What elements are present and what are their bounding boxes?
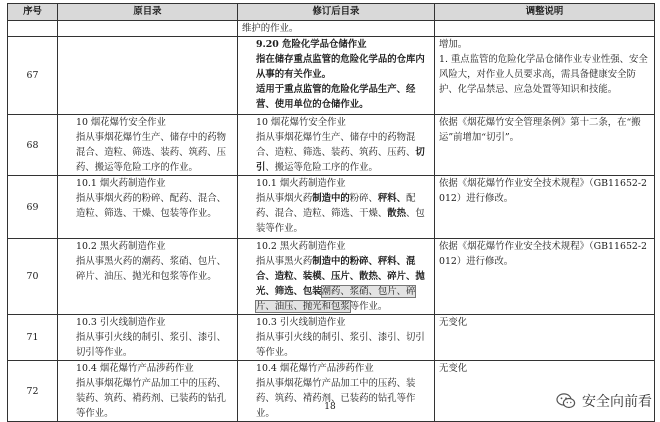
header-original: 原目录 bbox=[58, 4, 238, 21]
watermark-text: 安全向前看 bbox=[582, 394, 652, 410]
original-entry: 10.2 黑火药制造作业 指从事黑火药的潮药、浆硝、包片、碎片、油压、抛光和包浆等作业。 bbox=[58, 239, 238, 315]
header-seq: 序号 bbox=[8, 4, 58, 21]
revised-entry: 10.2 黑火药制造作业 指从事黑火药制造中的粉碎、秤料、混合、造粒、装模、压片、散热、碎片、抛光、筛选、包装潮药、浆硝、包片、碎片、油压、抛光和包浆等作业。 bbox=[238, 239, 435, 315]
adjust-note: 无变化 bbox=[435, 315, 655, 361]
struck-text: 潮药、浆硝、包片、碎片、油压、抛光和包浆 bbox=[256, 286, 416, 312]
page-number: 18 bbox=[324, 402, 336, 412]
revised-entry: 10.3 引火线制造作业 指从事引火线的制引、浆引、漆引、切引等作业。 bbox=[238, 315, 435, 361]
adjust-note: 无变化 bbox=[435, 361, 655, 422]
original-entry: 10.3 引火线制造作业 指从事引火线的制引、浆引、漆引、切引等作业。 bbox=[58, 315, 238, 361]
original-entry: 10 烟花爆竹安全作业 指从事烟花爆竹生产、储存中的药物混合、造粒、筛选、装药、筑药、压药、搬运等危险工序的作业。 bbox=[58, 115, 238, 176]
table-row bbox=[8, 176, 655, 239]
header-notes: 调整说明 bbox=[435, 4, 655, 21]
revised-entry: 10.1 烟火药制造作业 指从事烟火药制造中的粉碎、秤料、配药、混合、造粒、筛选、干燥、散热、包装等作业。 bbox=[238, 176, 435, 239]
row-number: 68 bbox=[8, 115, 58, 176]
continued-text: 维护的作业。 bbox=[238, 21, 435, 37]
adjust-note: 依据《烟花爆竹安全管理条例》第十二条，在“搬运”前增加“切引”。 bbox=[435, 115, 655, 176]
header-row bbox=[8, 4, 655, 21]
table-row-continuation bbox=[8, 21, 655, 37]
adjust-note: 依据《烟花爆竹作业安全技术规程》（GB11652-2012）进行修改。 bbox=[435, 239, 655, 315]
row-number: 67 bbox=[8, 37, 58, 115]
adjust-note: 依据《烟花爆竹作业安全技术规程》（GB11652-2012）进行修改。 bbox=[435, 176, 655, 239]
table-row bbox=[8, 315, 655, 361]
table-row bbox=[8, 37, 655, 115]
row-number: 71 bbox=[8, 315, 58, 361]
header-revised: 修订后目录 bbox=[238, 4, 435, 21]
table-row bbox=[8, 239, 655, 315]
row-number: 72 bbox=[8, 361, 58, 422]
adjust-note: 增加。 1. 重点监管的危险化学品仓储作业专业性强、安全风险大，对作业人员要求高，需具备健康安全防护、化学品禁忌、应急处置等知识和技能。 bbox=[435, 37, 655, 115]
row-number: 69 bbox=[8, 176, 58, 239]
wechat-icon bbox=[556, 392, 576, 410]
revised-entry: 10.4 烟花爆竹产品涉药作业 指从事烟花爆竹产品加工中的压药、装药、筑药、褙药剂、已装药的钻孔等作业。 bbox=[238, 361, 435, 422]
table-row bbox=[8, 115, 655, 176]
watermark bbox=[556, 391, 652, 411]
original-entry: 10.1 烟火药制造作业 指从事烟火药的粉碎、配药、混合、造粒、筛选、干燥、包装等作业。 bbox=[58, 176, 238, 239]
revised-entry: 10 烟花爆竹安全作业 指从事烟花爆竹生产、储存中的药物混合、造粒、筛选、装药、筑药、压药、切引、搬运等危险工序的作业。 bbox=[238, 115, 435, 176]
row-number: 70 bbox=[8, 239, 58, 315]
catalog-table bbox=[7, 3, 655, 422]
original-entry: 10.4 烟花爆竹产品涉药作业 指从事烟花爆竹产品加工中的压药、装药、筑药、褙药剂、已装药的钻孔等作业。 bbox=[58, 361, 238, 422]
revised-entry: 9.20 危险化学品仓储作业 指在储存重点监管的危险化学品的仓库内从事的有关作业。 适用于重点监管的危险化学品生产、经营、使用单位的仓储作业。 bbox=[238, 37, 435, 115]
